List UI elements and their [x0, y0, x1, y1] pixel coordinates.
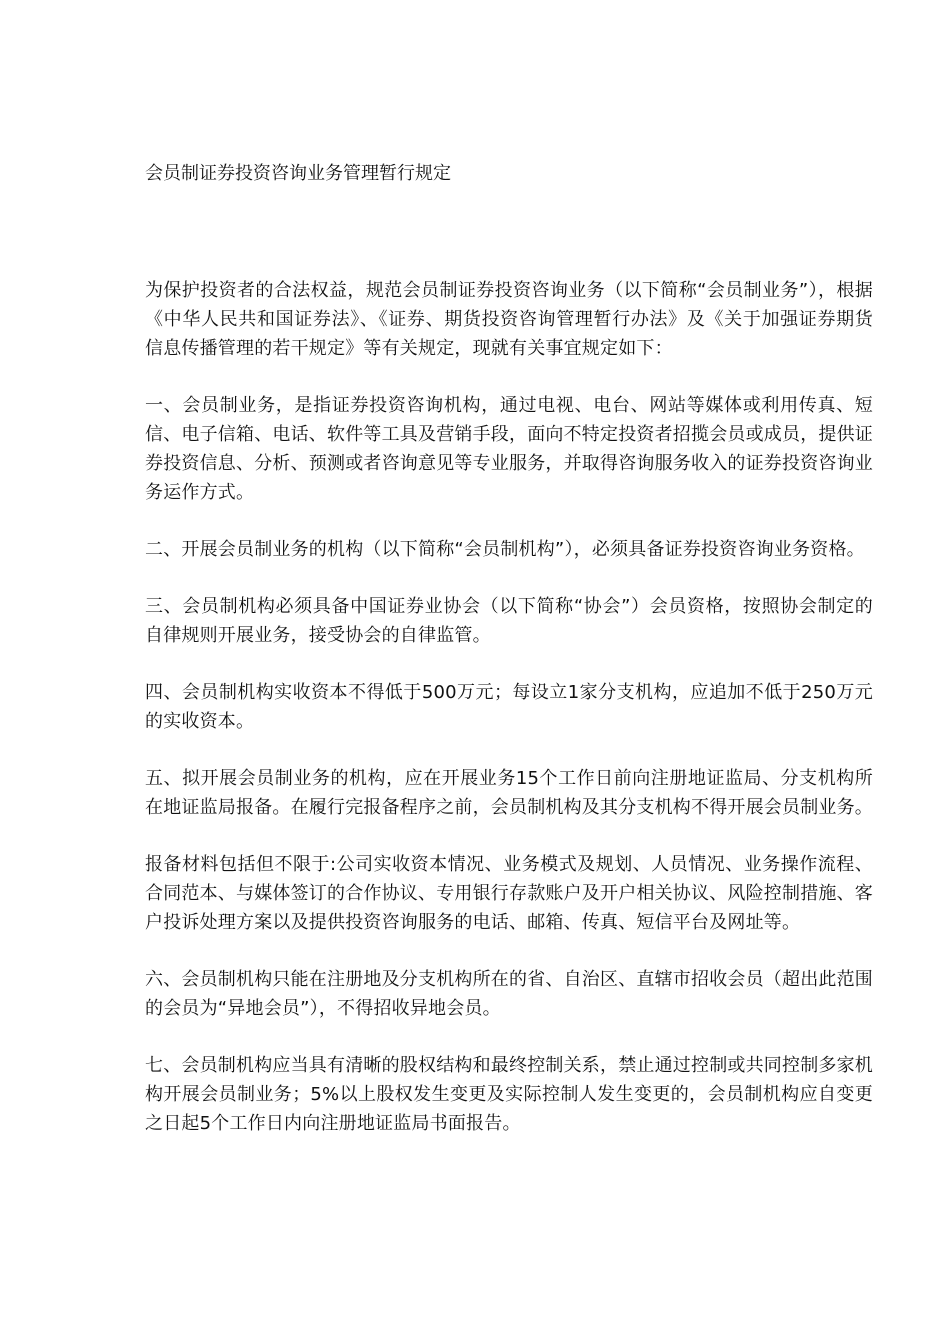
paragraph-article-3: 三、会员制机构必须具备中国证券业协会（以下简称“协会”）会员资格，按照协会制定的自律规则开展业务，接受协会的自律监管。 [145, 596, 873, 646]
paragraph-article-4: 四、会员制机构实收资本不得低于500万元；每设立1家分支机构，应追加不低于250万元的实收资本。 [145, 682, 873, 732]
paragraph-filing-materials: 报备材料包括但不限于:公司实收资本情况、业务模式及规划、人员情况、业务操作流程、合同范本、与媒体签订的合作协议、专用银行存款账户及开户相关协议、风险控制措施、客户投诉处理方案以及提供投资咨询服务的电话、邮箱、传真、短信平台及网址等。 [145, 854, 873, 933]
document-body [145, 276, 873, 1166]
paragraph-article-2: 二、开展会员制业务的机构（以下简称“会员制机构”），必须具备证券投资咨询业务资格。 [145, 539, 865, 560]
paragraph-article-6: 六、会员制机构只能在注册地及分支机构所在的省、自治区、直辖市招收会员（超出此范围的会员为“异地会员”），不得招收异地会员。 [145, 969, 873, 1019]
paragraph-preamble: 为保护投资者的合法权益，规范会员制证券投资咨询业务（以下简称“会员制业务”），根据《中华人民共和国证券法》、《证券、期货投资咨询管理暂行办法》及《关于加强证券期货信息传播管理的若干规定》等有关规定，现就有关事宜规定如下： [145, 280, 873, 359]
paragraph-article-5: 五、拟开展会员制业务的机构，应在开展业务15个工作日前向注册地证监局、分支机构所在地证监局报备。在履行完报备程序之前，会员制机构及其分支机构不得开展会员制业务。 [145, 768, 873, 818]
paragraph-article-1: 一、会员制业务，是指证券投资咨询机构，通过电视、电台、网站等媒体或利用传真、短信、电子信箱、电话、软件等工具及营销手段，面向不特定投资者招揽会员或成员，提供证券投资信息、分析、预测或者咨询意见等专业服务，并取得咨询服务收入的证券投资咨询业务运作方式。 [145, 395, 873, 503]
document-title: 会员制证券投资咨询业务管理暂行规定 [145, 163, 451, 184]
paragraph-article-7: 七、会员制机构应当具有清晰的股权结构和最终控制关系，禁止通过控制或共同控制多家机构开展会员制业务；5%以上股权发生变更及实际控制人发生变更的，会员制机构应自变更之日起5个工作日内向注册地证监局书面报告。 [145, 1055, 873, 1134]
